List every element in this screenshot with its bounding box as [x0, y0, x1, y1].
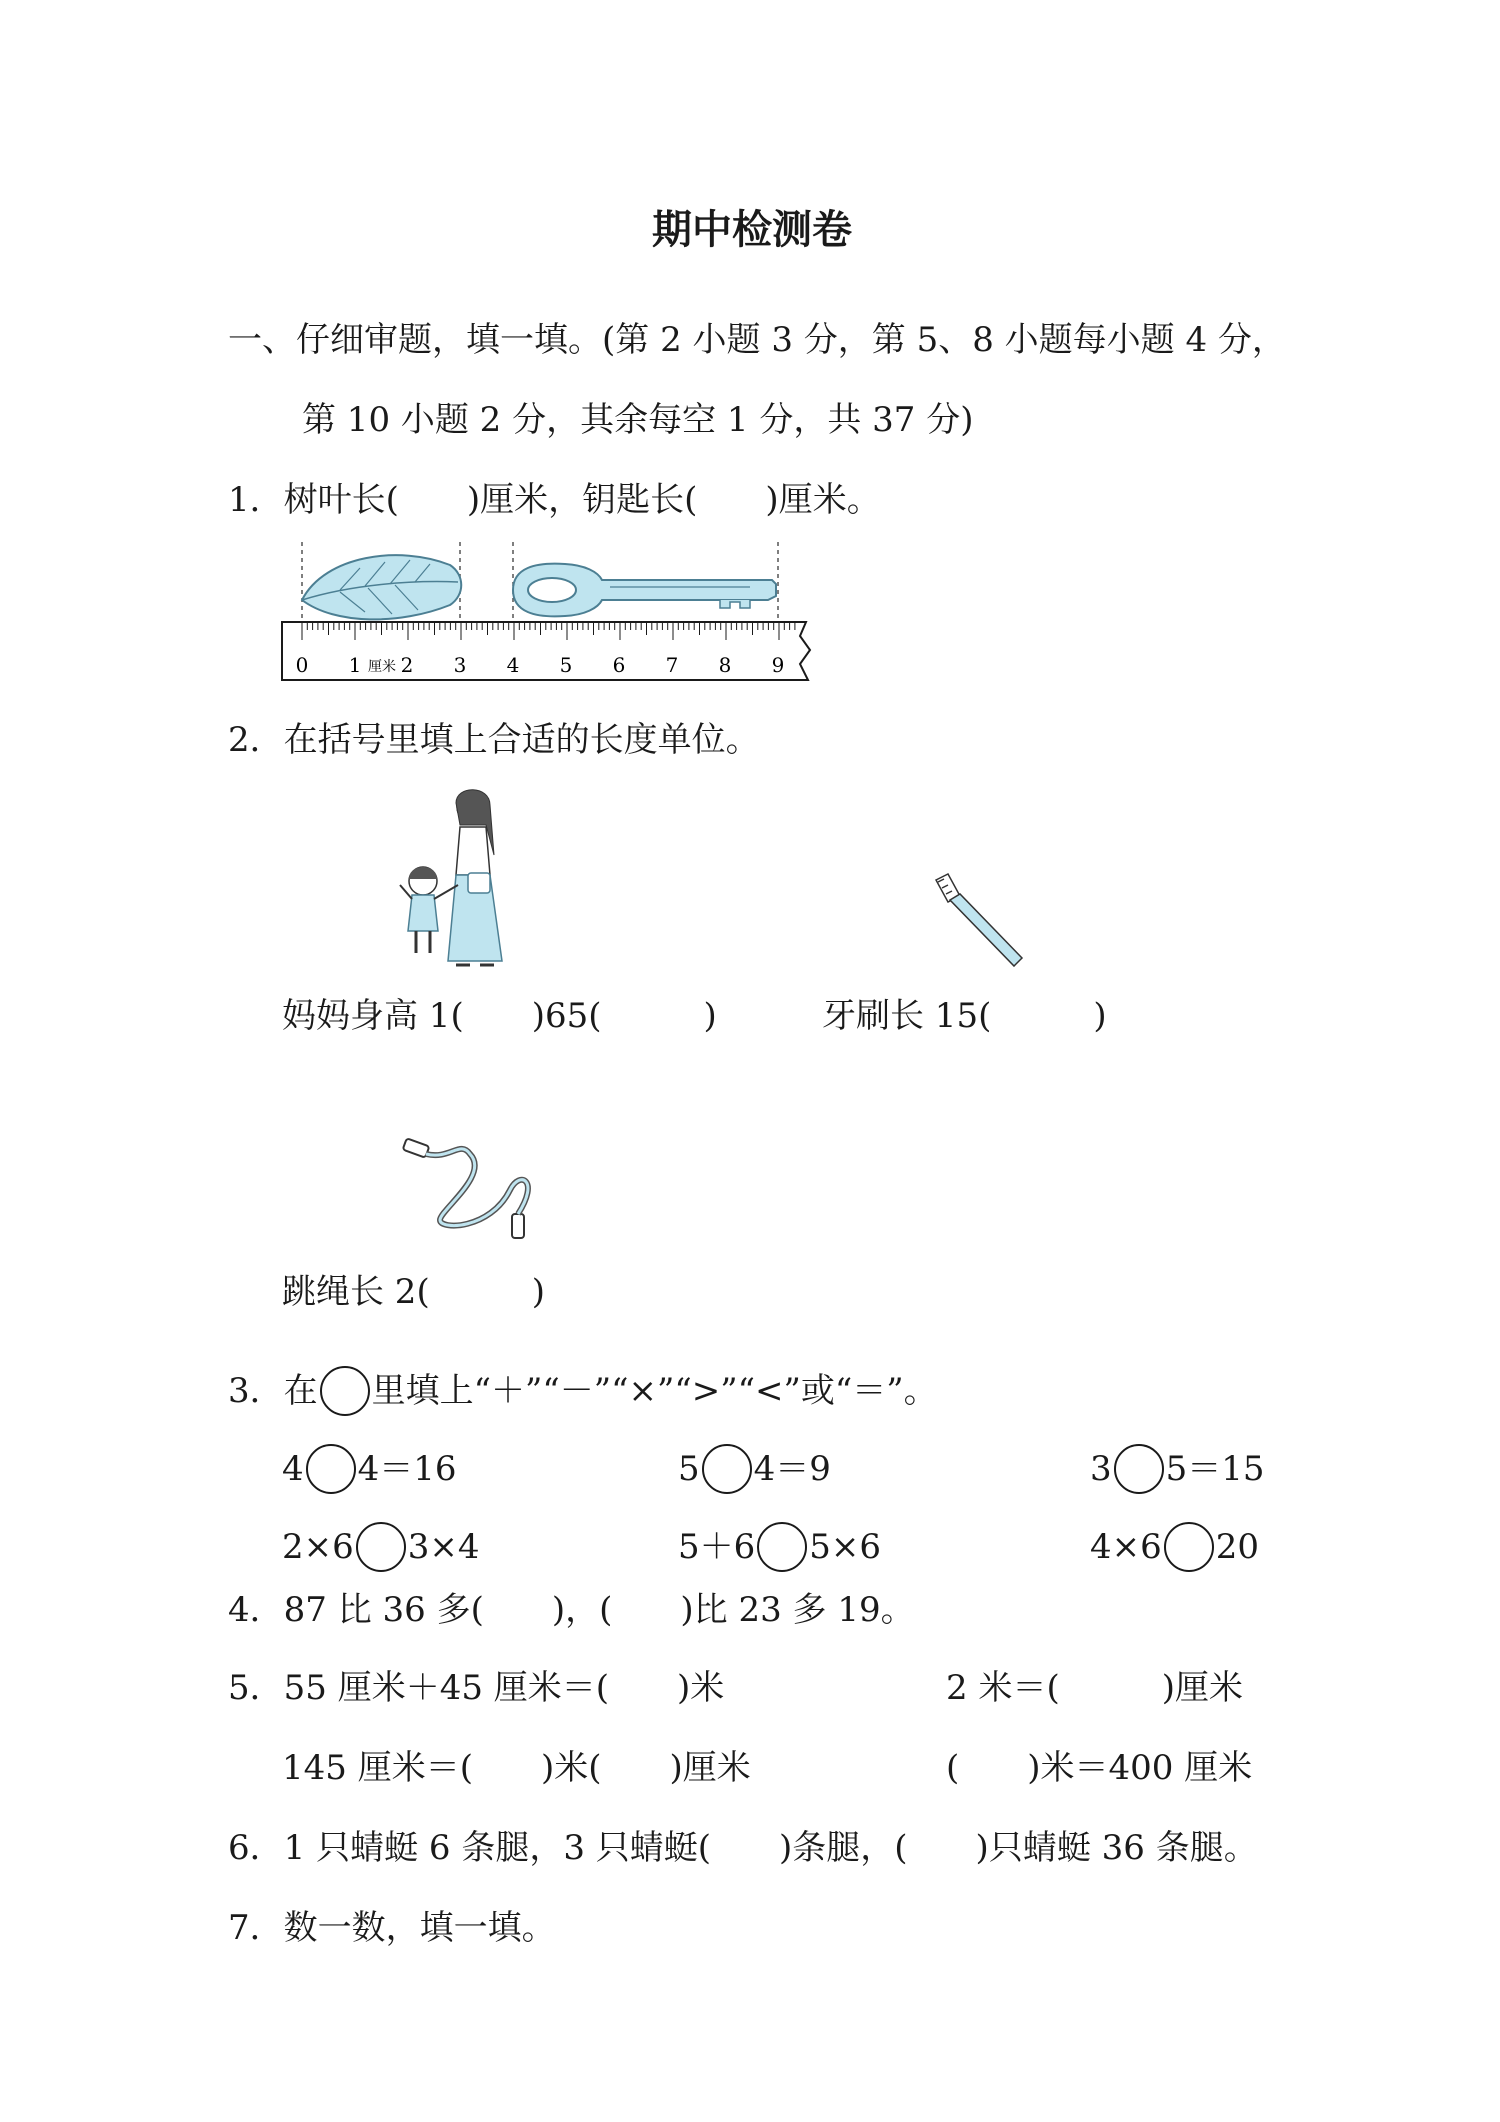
question-5d: ( )米＝400 厘米	[946, 1748, 1253, 1788]
q3-item-5	[678, 1522, 881, 1572]
leaf-icon	[302, 555, 461, 619]
page-title: 期中检测卷	[652, 207, 852, 253]
q3-item-2-circle[interactable]	[702, 1444, 752, 1494]
ruler-unit-label: 厘米	[368, 659, 396, 675]
ruler-tick-0: 0	[295, 653, 309, 677]
ruler-tick-4: 4	[506, 653, 520, 677]
q3-item-6-circle[interactable]	[1164, 1522, 1214, 1572]
ruler-tick-9: 9	[771, 653, 785, 677]
q3-item-6-left: 4×6	[1090, 1527, 1162, 1567]
ruler-figure	[280, 540, 820, 700]
key-icon	[513, 564, 776, 617]
ruler-tick-1: 1	[348, 653, 362, 677]
mother-and-child-illustration	[390, 785, 530, 975]
ruler-tick-3: 3	[453, 653, 467, 677]
q3-item-2-left: 5	[678, 1449, 700, 1489]
toothbrush-question: 牙刷长 15( )	[822, 996, 1107, 1036]
mom-height-question: 妈妈身高 1( )65( )	[282, 996, 717, 1036]
question-5a: 5．55 厘米＋45 厘米＝( )米	[228, 1668, 725, 1708]
question-5b: 2 米＝( )厘米	[946, 1668, 1243, 1708]
ruler-tick-2: 2	[400, 653, 414, 677]
section-header-line2: 第 10 小题 2 分，其余每空 1 分，共 37 分)	[302, 400, 974, 440]
question-3	[228, 1366, 938, 1416]
q3-item-6-right: 20	[1215, 1527, 1260, 1567]
question-1: 1．树叶长( )厘米，钥匙长( )厘米。	[228, 480, 881, 520]
toothbrush-icon	[930, 870, 1030, 970]
jump-rope-question: 跳绳长 2( )	[282, 1272, 545, 1312]
question-3-suffix: 里填上“＋”“－”“×”“>”“<”或“＝”。	[371, 1371, 938, 1411]
ruler-tick-7: 7	[665, 653, 679, 677]
q3-item-4	[282, 1522, 480, 1572]
q3-item-4-right: 3×4	[407, 1527, 480, 1567]
question-7: 7．数一数，填一填。	[228, 1908, 556, 1948]
question-5c: 145 厘米＝( )米( )厘米	[282, 1748, 751, 1788]
question-4: 4．87 比 36 多( )，( )比 23 多 19。	[228, 1590, 915, 1630]
ruler-tick-6: 6	[612, 653, 626, 677]
q3-item-1-left: 4	[282, 1449, 304, 1489]
q3-item-1	[282, 1444, 457, 1494]
q3-item-5-circle[interactable]	[757, 1522, 807, 1572]
ruler-tick-8: 8	[718, 653, 732, 677]
q3-item-5-right: 5×6	[809, 1527, 882, 1567]
q3-item-3-circle[interactable]	[1114, 1444, 1164, 1494]
q3-item-4-circle[interactable]	[356, 1522, 406, 1572]
section-header-line1: 一、仔细审题，填一填。(第 2 小题 3 分，第 5、8 小题每小题 4 分，	[228, 320, 1286, 360]
q3-item-6	[1090, 1522, 1259, 1572]
q3-item-3-right: 5＝15	[1165, 1449, 1265, 1489]
q3-item-3-left: 3	[1090, 1449, 1112, 1489]
question-3-prefix: 3．在	[228, 1371, 318, 1411]
q3-item-1-right: 4＝16	[357, 1449, 457, 1489]
answer-circle-icon	[320, 1366, 370, 1416]
jump-rope-icon	[400, 1130, 560, 1240]
ruler-tick-5: 5	[559, 653, 573, 677]
q3-item-4-left: 2×6	[282, 1527, 354, 1567]
question-6: 6．1 只蜻蜓 6 条腿，3 只蜻蜓( )条腿，( )只蜻蜓 36 条腿。	[228, 1828, 1258, 1868]
q3-item-2-right: 4＝9	[753, 1449, 831, 1489]
q3-item-5-left: 5＋6	[678, 1527, 756, 1567]
question-2: 2．在括号里填上合适的长度单位。	[228, 720, 760, 760]
q3-item-3	[1090, 1444, 1265, 1494]
q3-item-2	[678, 1444, 831, 1494]
q3-item-1-circle[interactable]	[306, 1444, 356, 1494]
